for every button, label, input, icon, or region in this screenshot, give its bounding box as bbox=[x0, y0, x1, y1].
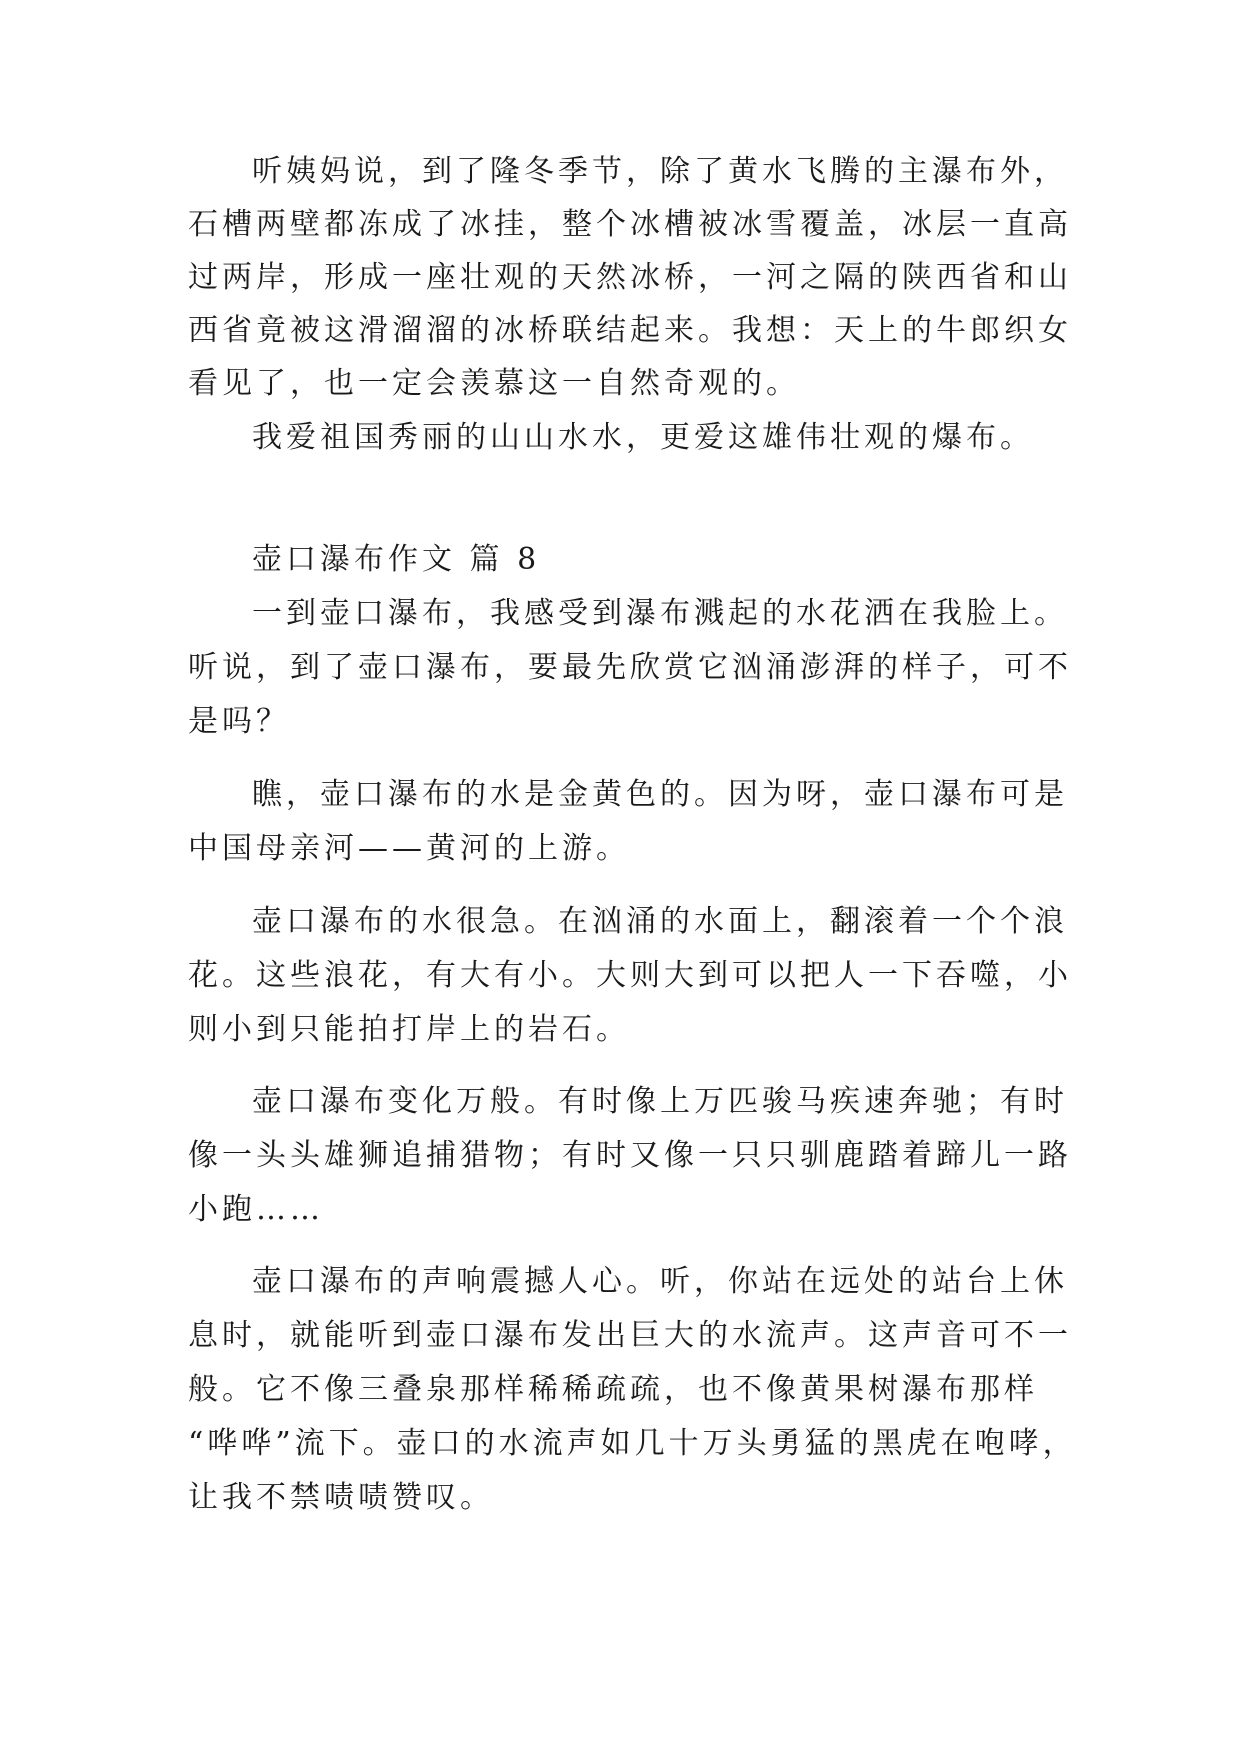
paragraph-6-line-1: 壶口瀑布变化万般。有时像上万匹骏马疾速奔驰；有时 bbox=[252, 1084, 1068, 1119]
paragraph-3-line-3: 是吗？ bbox=[188, 704, 290, 739]
paragraph-5-line-1: 壶口瀑布的水很急。在汹涌的水面上，翻滚着一个个浪 bbox=[252, 904, 1068, 939]
paragraph-5-line-3: 则小到只能拍打岸上的岩石。 bbox=[188, 1012, 630, 1047]
paragraph-7-line-2: 息时，就能听到壶口瀑布发出巨大的水流声。这声音可不一 bbox=[188, 1318, 1072, 1353]
paragraph-3-line-2: 听说，到了壶口瀑布，要最先欣赏它汹涌澎湃的样子，可不 bbox=[188, 650, 1072, 685]
paragraph-4-line-2: 中国母亲河——黄河的上游。 bbox=[188, 831, 630, 866]
paragraph-5-line-2: 花。这些浪花，有大有小。大则大到可以把人一下吞噬，小 bbox=[188, 958, 1072, 993]
paragraph-7-line-4: “哗哗”流下。壶口的水流声如几十万头勇猛的黑虎在咆哮， bbox=[188, 1426, 1077, 1461]
paragraph-1-line-3: 过两岸，形成一座壮观的天然冰桥，一河之隔的陕西省和山 bbox=[188, 260, 1072, 295]
paragraph-6-line-3: 小跑…… bbox=[188, 1192, 324, 1227]
paragraph-4-line-1: 瞧，壶口瀑布的水是金黄色的。因为呀，壶口瀑布可是 bbox=[252, 777, 1068, 812]
paragraph-6-line-2: 像一头头雄狮追捕猎物；有时又像一只只驯鹿踏着蹄儿一路 bbox=[188, 1138, 1072, 1173]
paragraph-3-line-1: 一到壶口瀑布，我感受到瀑布溅起的水花洒在我脸上。 bbox=[252, 596, 1068, 631]
paragraph-1-line-1: 听姨妈说，到了隆冬季节，除了黄水飞腾的主瀑布外， bbox=[252, 154, 1068, 189]
paragraph-7-line-1: 壶口瀑布的声响震撼人心。听，你站在远处的站台上休 bbox=[252, 1264, 1068, 1299]
section-heading: 壶口瀑布作文 篇 8 bbox=[252, 542, 541, 577]
paragraph-7-line-3: 般。它不像三叠泉那样稀稀疏疏，也不像黄果树瀑布那样 bbox=[188, 1372, 1038, 1407]
paragraph-7-line-5: 让我不禁啧啧赞叹。 bbox=[188, 1480, 494, 1515]
paragraph-1-line-2: 石槽两壁都冻成了冰挂，整个冰槽被冰雪覆盖，冰层一直高 bbox=[188, 207, 1072, 242]
paragraph-1-line-4: 西省竟被这滑溜溜的冰桥联结起来。我想：天上的牛郎织女 bbox=[188, 313, 1072, 348]
paragraph-2-line-1: 我爱祖国秀丽的山山水水，更爱这雄伟壮观的爆布。 bbox=[252, 420, 1034, 455]
paragraph-1-line-5: 看见了，也一定会羡慕这一自然奇观的。 bbox=[188, 366, 800, 401]
